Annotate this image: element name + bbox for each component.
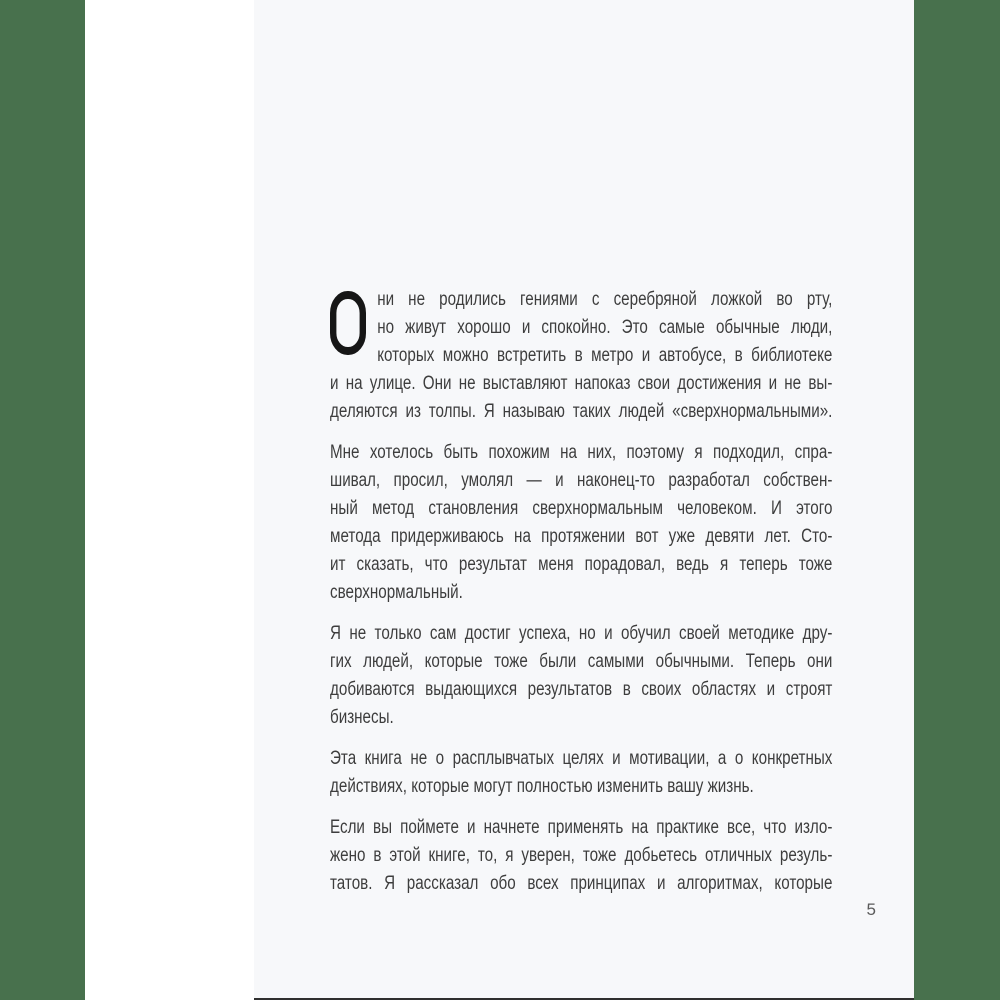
text-line: шивал, просил, умолял — и наконец-то разработал собствен- <box>330 470 833 491</box>
text-column <box>330 286 832 911</box>
text-line: деляются из толпы. Я называю таких людей «сверхнормальными». <box>330 401 833 422</box>
text-line: татов. Я рассказал обо всех принципах и алгоритмах, которые <box>330 873 833 894</box>
text-line: Эта книга не о расплывчатых целях и мотивации, а о конкретных <box>330 748 833 769</box>
text-line: сверхнормальный. <box>330 582 463 603</box>
page-number: 5 <box>866 900 876 919</box>
paragraph <box>330 439 832 607</box>
white-gutter <box>85 0 254 1000</box>
text-line: бизнесы. <box>330 707 394 728</box>
drop-cap-glyph <box>338 299 368 327</box>
text-line: Мне хотелось быть похожим на них, поэтому я подходил, спра- <box>330 442 833 463</box>
text-line: ит сказать, что результат меня порадовал, ведь я теперь тоже <box>330 554 833 575</box>
text-line: ный метод становления сверхнормальным человеком. И этого <box>330 498 833 519</box>
right-green-band <box>914 0 1000 1000</box>
text-line: которых можно встретить в метро и автобусе, в библиотеке <box>377 345 833 366</box>
text-line: но живут хорошо и спокойно. Это самые обычные люди, <box>377 317 833 338</box>
text-line: ни не родились гениями с серебряной ложкой во рту, <box>377 289 833 310</box>
paragraph <box>330 286 832 426</box>
text-line: Я не только сам достиг успеха, но и обучил своей методике дру- <box>330 623 833 644</box>
paragraph <box>330 620 832 732</box>
text-line: и на улице. Они не выставляют напоказ свои достижения и не вы- <box>330 373 833 394</box>
drop-cap-letter-O <box>330 291 366 355</box>
paragraph <box>330 814 832 898</box>
text-line: метода придерживаюсь на протяжении вот уже девяти лет. Сто- <box>330 526 833 547</box>
text-line: Если вы поймете и начнете применять на практике все, что изло- <box>330 817 833 838</box>
text-line: жено в этой книге, то, я уверен, тоже добьетесь отличных резуль- <box>330 845 833 866</box>
book-page <box>254 0 914 1000</box>
paragraph <box>330 745 832 801</box>
text-line: гих людей, которые тоже были самыми обычными. Теперь они <box>330 651 833 672</box>
text-line: добиваются выдающихся результатов в своих областях и строят <box>330 679 833 700</box>
text-line: действиях, которые могут полностью изменить вашу жизнь. <box>330 776 754 797</box>
left-green-band <box>0 0 85 1000</box>
